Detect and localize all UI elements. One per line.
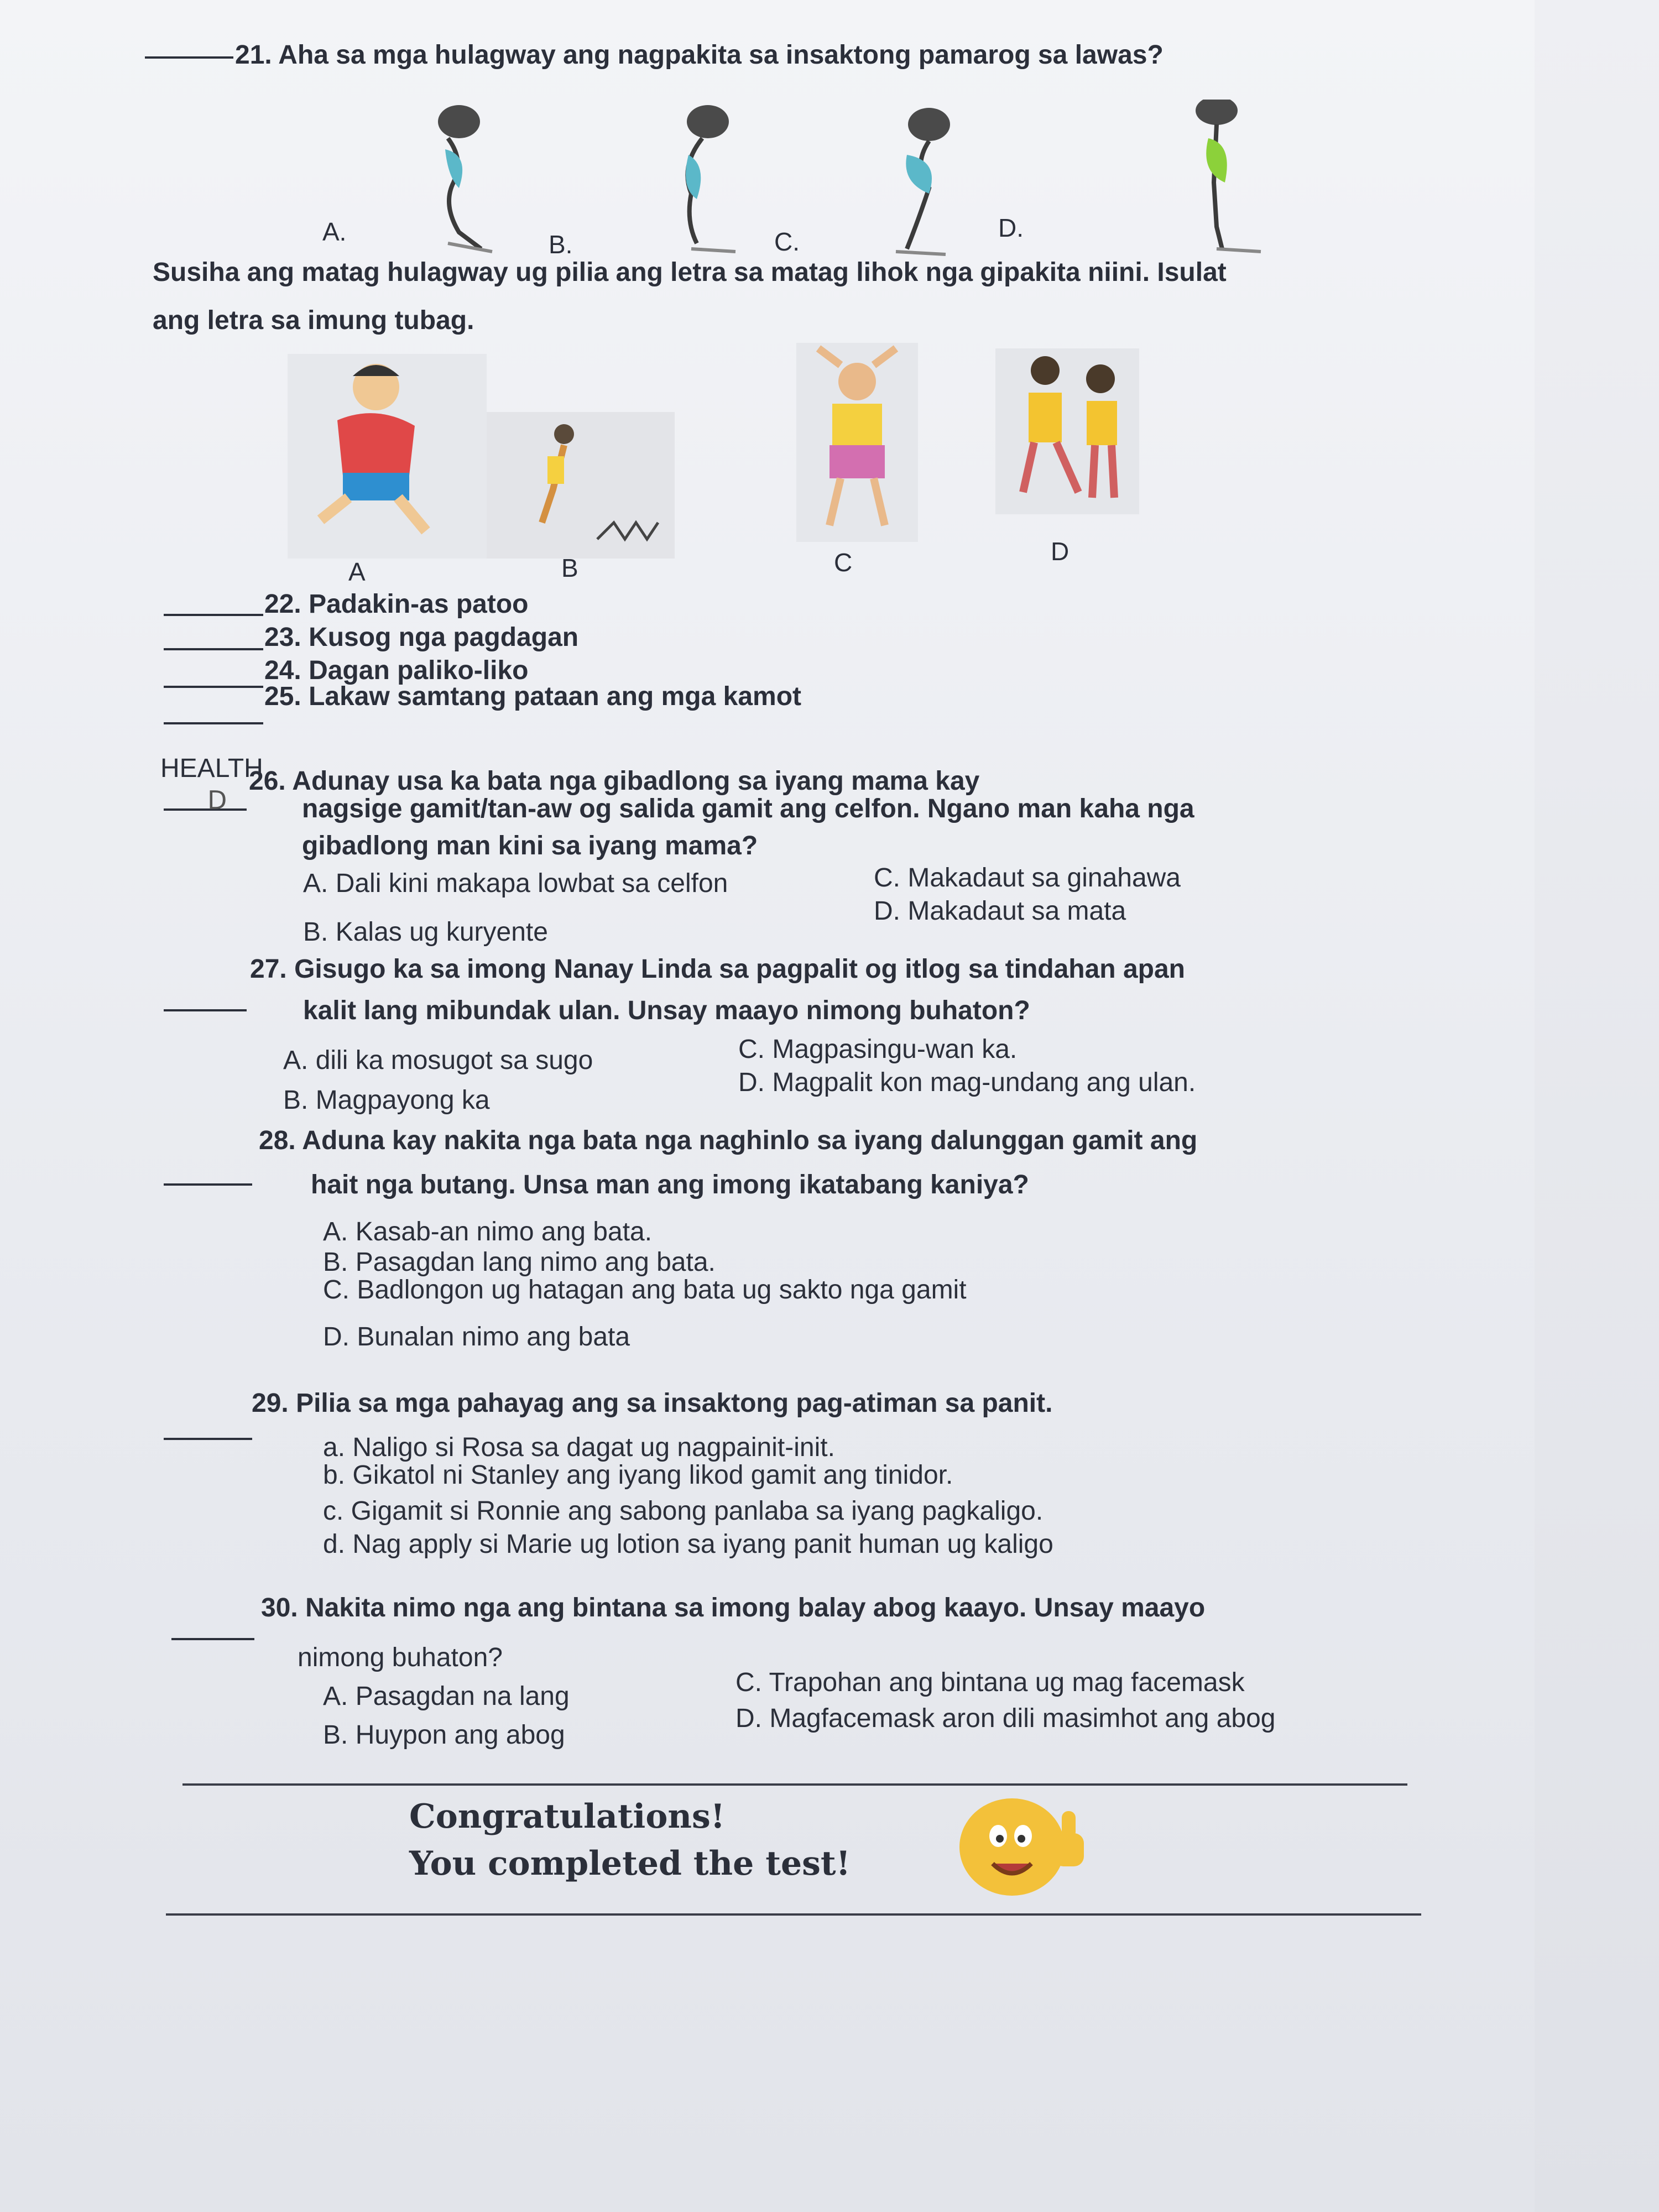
q30-option-b: B. Huypon ang abog — [323, 1720, 565, 1750]
q27-option-b: B. Magpayong ka — [283, 1086, 490, 1115]
q29-option-d: d. Nag apply si Marie ug lotion sa iyang panit human ug kaligo — [323, 1530, 1053, 1559]
picture-label-a: A — [348, 557, 366, 586]
q30-option-d: D. Magfacemask aron dili masimhot ang abog — [735, 1704, 1276, 1733]
q26-option-a: A. Dali kini makapa lowbat sa celfon — [303, 869, 728, 898]
zigzag-runner-icon — [487, 412, 675, 559]
q28-option-c: C. Badlongon ug hatagan ang bata ug sakto nga gamit — [323, 1275, 967, 1305]
question-28-line-1: 28. Aduna kay nakita nga bata nga naghinlo sa iyang dalunggan gamit ang — [259, 1126, 1198, 1155]
item-23: 23. Kusog nga pagdagan — [264, 623, 579, 652]
answer-blank-21[interactable] — [145, 56, 233, 59]
answer-blank-24[interactable] — [164, 686, 263, 688]
q21-label-c: C. — [774, 227, 800, 256]
question-26-line-1: 26. Adunay usa ka bata nga gibadlong sa iyang mama kay — [249, 766, 980, 796]
q21-label-a: A. — [322, 217, 347, 246]
posture-figure-b — [686, 105, 735, 252]
walking-children-icon — [995, 348, 1139, 514]
item-24: 24. Dagan paliko-liko — [264, 656, 529, 685]
question-27-line-1: 27. Gisugo ka sa imong Nanay Linda sa pagpalit og itlog sa tindahan apan — [250, 954, 1185, 984]
jumping-jack-child-icon — [796, 343, 918, 542]
q21-label-b: B. — [549, 230, 573, 259]
q28-option-a: A. Kasab-an nimo ang bata. — [323, 1217, 653, 1246]
item-25: 25. Lakaw samtang pataan ang mga kamot — [264, 682, 801, 711]
instructions-line-2: ang letra sa imung tubag. — [153, 306, 474, 335]
q26-option-c: C. Makadaut sa ginahawa — [874, 863, 1181, 893]
congrats-line-2: You completed the test! — [409, 1844, 851, 1883]
jumping-boy-icon — [288, 354, 487, 559]
question-30-line-1: 30. Nakita nimo nga ang bintana sa imong balay abog kaayo. Unsay maayo — [261, 1593, 1206, 1623]
q26-option-b: B. Kalas ug kuryente — [303, 917, 548, 947]
q27-option-d: D. Magpalit kon mag-undang ang ulan. — [738, 1068, 1196, 1097]
q27-option-c: C. Magpasingu-wan ka. — [738, 1035, 1018, 1064]
picture-label-c: C — [834, 548, 853, 577]
question-26-line-2: nagsige gamit/tan-aw og salida gamit ang celfon. Ngano man kaha nga — [302, 794, 1194, 823]
question-28-line-2: hait nga butang. Unsa man ang imong ikatabang kaniya? — [311, 1170, 1029, 1199]
posture-figure-c — [896, 108, 950, 254]
background-surface — [1535, 0, 1659, 2212]
congrats-line-1: Congratulations! — [409, 1797, 726, 1836]
q28-option-d: D. Bunalan nimo ang bata — [323, 1322, 630, 1352]
q29-option-b: b. Gikatol ni Stanley ang iyang likod gamit ang tinidor. — [323, 1460, 953, 1490]
picture-label-b: B — [561, 554, 578, 582]
answer-mark-26: D — [207, 785, 227, 815]
posture-figure-a — [438, 105, 492, 252]
q29-option-a: a. Naligo si Rosa sa dagat ug nagpainit-init. — [323, 1433, 835, 1462]
answer-blank-23[interactable] — [164, 648, 263, 650]
question-29-line-1: 29. Pilia sa mga pahayag ang sa insaktong pag-atiman sa panit. — [252, 1389, 1053, 1418]
q30-option-a: A. Pasagdan na lang — [323, 1682, 570, 1711]
divider-bottom — [166, 1913, 1421, 1916]
question-27-line-2: kalit lang mibundak ulan. Unsay maayo nimong buhaton? — [303, 996, 1030, 1025]
divider-top — [182, 1783, 1407, 1786]
picture-label-d: D — [1051, 537, 1070, 566]
answer-blank-30[interactable] — [171, 1638, 254, 1640]
q27-option-a: A. dili ka mosugot sa sugo — [283, 1046, 593, 1075]
question-26-line-3: gibadlong man kini sa iyang mama? — [302, 831, 758, 860]
item-22: 22. Padakin-as patoo — [264, 589, 529, 619]
answer-blank-22[interactable] — [164, 614, 263, 616]
thumbs-up-emoji-icon — [951, 1789, 1095, 1900]
instructions-line-1: Susiha ang matag hulagway ug pilia ang letra sa matag lihok nga gipakita niini. Isulat — [153, 258, 1227, 287]
q30-option-c: C. Trapohan ang bintana ug mag facemask — [735, 1668, 1245, 1697]
answer-blank-29[interactable] — [164, 1438, 252, 1440]
answer-blank-25[interactable] — [164, 722, 263, 724]
q29-option-c: c. Gigamit si Ronnie ang sabong panlaba sa iyang pagkaligo. — [323, 1496, 1044, 1526]
q21-label-d: D. — [998, 213, 1024, 242]
answer-blank-26[interactable] — [164, 808, 247, 811]
q28-option-b: B. Pasagdan lang nimo ang bata. — [323, 1248, 716, 1277]
health-heading: HEALTH — [160, 754, 263, 783]
answer-blank-27[interactable] — [164, 1009, 247, 1011]
question-30-line-2: nimong buhaton? — [298, 1643, 503, 1672]
question-21: 21. Aha sa mga hulagway ang nagpakita sa insaktong pamarog sa lawas? — [235, 40, 1164, 70]
answer-blank-28[interactable] — [164, 1183, 252, 1186]
posture-figure-d — [1196, 100, 1261, 252]
q26-option-d: D. Makadaut sa mata — [874, 896, 1126, 926]
